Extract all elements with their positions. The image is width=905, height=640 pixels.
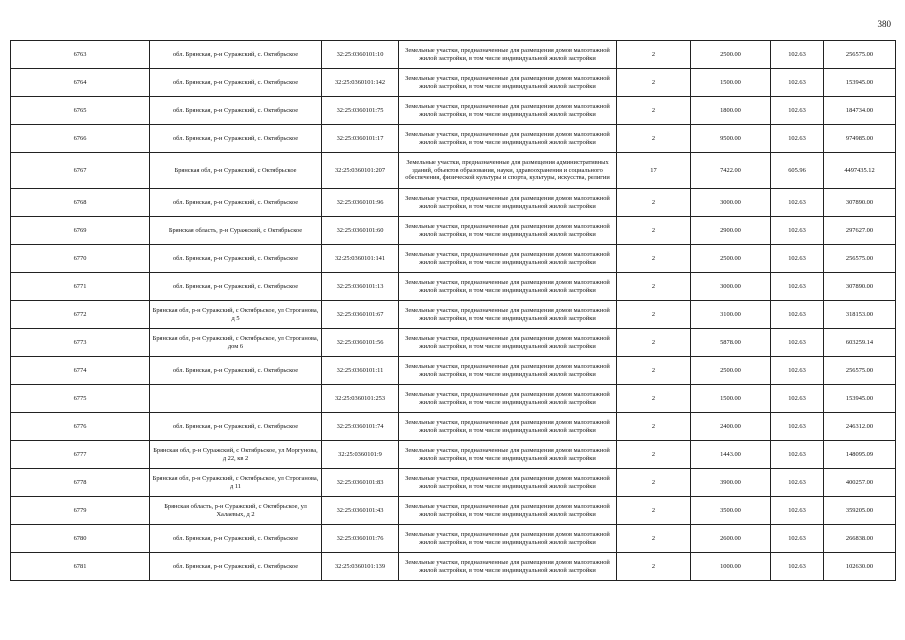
row-number-cell: 6775 <box>11 385 150 413</box>
group-code-cell: 2 <box>617 357 691 385</box>
cadastral-value-cell: 153945.00 <box>824 69 896 97</box>
address-cell: обл. Брянская, р-н Суражский, с. Октябрьское <box>150 245 322 273</box>
cadastral-number-cell: 32:25:0360101:43 <box>322 497 399 525</box>
group-code-cell: 2 <box>617 329 691 357</box>
table-row <box>11 189 896 217</box>
specific-value-cell: 102.63 <box>771 69 824 97</box>
group-code-cell: 2 <box>617 441 691 469</box>
permitted-use-cell: Земельные участки, предназначенные для размещения домов малоэтажной жилой застройки, в том числе индивидуальной жилой застройки <box>399 553 617 581</box>
cadastral-value-cell: 246312.00 <box>824 413 896 441</box>
area-cell: 1500.00 <box>691 385 771 413</box>
group-code-cell: 2 <box>617 469 691 497</box>
permitted-use-cell: Земельные участки, предназначенные для размещения домов малоэтажной жилой застройки, в том числе индивидуальной жилой застройки <box>399 357 617 385</box>
row-number-cell: 6774 <box>11 357 150 385</box>
land-plots-table <box>10 40 896 581</box>
permitted-use-cell: Земельные участки, предназначенные для размещения домов малоэтажной жилой застройки, в том числе индивидуальной жилой застройки <box>399 441 617 469</box>
area-cell: 2500.00 <box>691 41 771 69</box>
group-code-cell: 2 <box>617 413 691 441</box>
group-code-cell: 2 <box>617 273 691 301</box>
area-cell: 2500.00 <box>691 245 771 273</box>
area-cell: 9500.00 <box>691 125 771 153</box>
specific-value-cell: 102.63 <box>771 125 824 153</box>
address-cell: Брянская обл, р-н Суражский, с Октябрьское, ул Строганова, д 11 <box>150 469 322 497</box>
row-number-cell: 6766 <box>11 125 150 153</box>
page-number: 380 <box>877 19 891 29</box>
specific-value-cell: 102.63 <box>771 189 824 217</box>
cadastral-value-cell: 297627.00 <box>824 217 896 245</box>
area-cell: 2500.00 <box>691 357 771 385</box>
area-cell: 1000.00 <box>691 553 771 581</box>
area-cell: 3000.00 <box>691 273 771 301</box>
cadastral-value-cell: 256575.00 <box>824 245 896 273</box>
cadastral-number-cell: 32:25:0360101:83 <box>322 469 399 497</box>
specific-value-cell: 102.63 <box>771 245 824 273</box>
table-body <box>11 41 896 581</box>
group-code-cell: 2 <box>617 217 691 245</box>
table-row <box>11 153 896 189</box>
cadastral-number-cell: 32:25:0360101:56 <box>322 329 399 357</box>
table-row <box>11 125 896 153</box>
address-cell <box>150 385 322 413</box>
table-row <box>11 385 896 413</box>
row-number-cell: 6764 <box>11 69 150 97</box>
cadastral-number-cell: 32:25:0360101:96 <box>322 189 399 217</box>
address-cell: обл. Брянская, р-н Суражский, с. Октябрьское <box>150 41 322 69</box>
permitted-use-cell: Земельные участки, предназначенные для размещения административных зданий, объектов образования, науки, здравоохранения и социального обеспечения, физической культуры и спорта, культуры, искусства, религии <box>399 153 617 189</box>
permitted-use-cell: Земельные участки, предназначенные для размещения домов малоэтажной жилой застройки, в том числе индивидуальной жилой застройки <box>399 469 617 497</box>
permitted-use-cell: Земельные участки, предназначенные для размещения домов малоэтажной жилой застройки, в том числе индивидуальной жилой застройки <box>399 413 617 441</box>
row-number-cell: 6779 <box>11 497 150 525</box>
cadastral-number-cell: 32:25:0360101:253 <box>322 385 399 413</box>
address-cell: Брянская обл, р-н Суражский, с Октябрьское, ул Строганова, д 5 <box>150 301 322 329</box>
table-row <box>11 273 896 301</box>
cadastral-value-cell: 400257.00 <box>824 469 896 497</box>
specific-value-cell: 102.63 <box>771 385 824 413</box>
group-code-cell: 2 <box>617 385 691 413</box>
area-cell: 3500.00 <box>691 497 771 525</box>
table-row <box>11 525 896 553</box>
row-number-cell: 6769 <box>11 217 150 245</box>
address-cell: Брянская обл, р-н Суражский, с Октябрьское, ул Строганова, дом 6 <box>150 329 322 357</box>
permitted-use-cell: Земельные участки, предназначенные для размещения домов малоэтажной жилой застройки, в том числе индивидуальной жилой застройки <box>399 525 617 553</box>
specific-value-cell: 102.63 <box>771 41 824 69</box>
specific-value-cell: 102.63 <box>771 301 824 329</box>
table-row <box>11 413 896 441</box>
address-cell: обл. Брянская, р-н Суражский, с. Октябрьское <box>150 125 322 153</box>
specific-value-cell: 102.63 <box>771 217 824 245</box>
cadastral-number-cell: 32:25:0360101:75 <box>322 97 399 125</box>
cadastral-value-cell: 256575.00 <box>824 41 896 69</box>
table-row <box>11 301 896 329</box>
row-number-cell: 6777 <box>11 441 150 469</box>
area-cell: 3000.00 <box>691 189 771 217</box>
row-number-cell: 6772 <box>11 301 150 329</box>
cadastral-value-cell: 359205.00 <box>824 497 896 525</box>
cadastral-value-cell: 974985.00 <box>824 125 896 153</box>
group-code-cell: 2 <box>617 245 691 273</box>
group-code-cell: 2 <box>617 497 691 525</box>
permitted-use-cell: Земельные участки, предназначенные для размещения домов малоэтажной жилой застройки, в том числе индивидуальной жилой застройки <box>399 41 617 69</box>
row-number-cell: 6776 <box>11 413 150 441</box>
cadastral-number-cell: 32:25:0360101:142 <box>322 69 399 97</box>
row-number-cell: 6768 <box>11 189 150 217</box>
row-number-cell: 6765 <box>11 97 150 125</box>
cadastral-value-cell: 307890.00 <box>824 189 896 217</box>
row-number-cell: 6763 <box>11 41 150 69</box>
permitted-use-cell: Земельные участки, предназначенные для размещения домов малоэтажной жилой застройки, в том числе индивидуальной жилой застройки <box>399 329 617 357</box>
address-cell: Брянская область, р-н Суражский, с Октябрьское <box>150 217 322 245</box>
table-row <box>11 469 896 497</box>
specific-value-cell: 605.96 <box>771 153 824 189</box>
area-cell: 2400.00 <box>691 413 771 441</box>
permitted-use-cell: Земельные участки, предназначенные для размещения домов малоэтажной жилой застройки, в том числе индивидуальной жилой застройки <box>399 97 617 125</box>
row-number-cell: 6781 <box>11 553 150 581</box>
cadastral-number-cell: 32:25:0360101:11 <box>322 357 399 385</box>
area-cell: 1443.00 <box>691 441 771 469</box>
permitted-use-cell: Земельные участки, предназначенные для размещения домов малоэтажной жилой застройки, в том числе индивидуальной жилой застройки <box>399 497 617 525</box>
group-code-cell: 2 <box>617 553 691 581</box>
permitted-use-cell: Земельные участки, предназначенные для размещения домов малоэтажной жилой застройки, в том числе индивидуальной жилой застройки <box>399 385 617 413</box>
cadastral-number-cell: 32:25:0360101:13 <box>322 273 399 301</box>
specific-value-cell: 102.63 <box>771 441 824 469</box>
specific-value-cell: 102.63 <box>771 273 824 301</box>
cadastral-number-cell: 32:25:0360101:139 <box>322 553 399 581</box>
cadastral-number-cell: 32:25:0360101:67 <box>322 301 399 329</box>
row-number-cell: 6780 <box>11 525 150 553</box>
cadastral-number-cell: 32:25:0360101:60 <box>322 217 399 245</box>
table-row <box>11 41 896 69</box>
address-cell: Брянская область, р-н Суражский, с Октябрьское, ул Халаевых, д 2 <box>150 497 322 525</box>
address-cell: обл. Брянская, р-н Суражский, с. Октябрьское <box>150 69 322 97</box>
specific-value-cell: 102.63 <box>771 329 824 357</box>
group-code-cell: 2 <box>617 97 691 125</box>
cadastral-number-cell: 32:25:0360101:76 <box>322 525 399 553</box>
cadastral-value-cell: 307890.00 <box>824 273 896 301</box>
row-number-cell: 6767 <box>11 153 150 189</box>
address-cell: обл. Брянская, р-н Суражский, с. Октябрьское <box>150 525 322 553</box>
area-cell: 1800.00 <box>691 97 771 125</box>
table-row <box>11 245 896 273</box>
cadastral-value-cell: 102630.00 <box>824 553 896 581</box>
table-row <box>11 97 896 125</box>
cadastral-value-cell: 256575.00 <box>824 357 896 385</box>
cadastral-value-cell: 603259.14 <box>824 329 896 357</box>
permitted-use-cell: Земельные участки, предназначенные для размещения домов малоэтажной жилой застройки, в том числе индивидуальной жилой застройки <box>399 301 617 329</box>
cadastral-value-cell: 4497435.12 <box>824 153 896 189</box>
specific-value-cell: 102.63 <box>771 413 824 441</box>
specific-value-cell: 102.63 <box>771 553 824 581</box>
row-number-cell: 6773 <box>11 329 150 357</box>
table-row <box>11 441 896 469</box>
cadastral-number-cell: 32:25:0360101:9 <box>322 441 399 469</box>
cadastral-number-cell: 32:25:0360101:17 <box>322 125 399 153</box>
table-row <box>11 553 896 581</box>
row-number-cell: 6771 <box>11 273 150 301</box>
table-row <box>11 497 896 525</box>
address-cell: обл. Брянская, р-н Суражский, с. Октябрьское <box>150 189 322 217</box>
cadastral-number-cell: 32:25:0360101:207 <box>322 153 399 189</box>
area-cell: 1500.00 <box>691 69 771 97</box>
permitted-use-cell: Земельные участки, предназначенные для размещения домов малоэтажной жилой застройки, в том числе индивидуальной жилой застройки <box>399 125 617 153</box>
table-row <box>11 69 896 97</box>
table-row <box>11 217 896 245</box>
address-cell: обл. Брянская, р-н Суражский, с. Октябрьское <box>150 553 322 581</box>
specific-value-cell: 102.63 <box>771 357 824 385</box>
table-row <box>11 329 896 357</box>
group-code-cell: 2 <box>617 301 691 329</box>
permitted-use-cell: Земельные участки, предназначенные для размещения домов малоэтажной жилой застройки, в том числе индивидуальной жилой застройки <box>399 217 617 245</box>
address-cell: Брянская обл, р-н Суражский, с Октябрьское <box>150 153 322 189</box>
group-code-cell: 2 <box>617 125 691 153</box>
area-cell: 3100.00 <box>691 301 771 329</box>
group-code-cell: 2 <box>617 41 691 69</box>
address-cell: Брянская обл, р-н Суражский, с Октябрьское, ул Моргунова, д 22, кв 2 <box>150 441 322 469</box>
group-code-cell: 17 <box>617 153 691 189</box>
area-cell: 2900.00 <box>691 217 771 245</box>
row-number-cell: 6770 <box>11 245 150 273</box>
area-cell: 2600.00 <box>691 525 771 553</box>
address-cell: обл. Брянская, р-н Суражский, с. Октябрьское <box>150 357 322 385</box>
specific-value-cell: 102.63 <box>771 497 824 525</box>
group-code-cell: 2 <box>617 69 691 97</box>
permitted-use-cell: Земельные участки, предназначенные для размещения домов малоэтажной жилой застройки, в том числе индивидуальной жилой застройки <box>399 69 617 97</box>
address-cell: обл. Брянская, р-н Суражский, с. Октябрьское <box>150 97 322 125</box>
cadastral-value-cell: 266838.00 <box>824 525 896 553</box>
group-code-cell: 2 <box>617 189 691 217</box>
cadastral-number-cell: 32:25:0360101:141 <box>322 245 399 273</box>
table-row <box>11 357 896 385</box>
cadastral-value-cell: 184734.00 <box>824 97 896 125</box>
area-cell: 3900.00 <box>691 469 771 497</box>
area-cell: 5878.00 <box>691 329 771 357</box>
permitted-use-cell: Земельные участки, предназначенные для размещения домов малоэтажной жилой застройки, в том числе индивидуальной жилой застройки <box>399 273 617 301</box>
address-cell: обл. Брянская, р-н Суражский, с. Октябрьское <box>150 413 322 441</box>
permitted-use-cell: Земельные участки, предназначенные для размещения домов малоэтажной жилой застройки, в том числе индивидуальной жилой застройки <box>399 245 617 273</box>
cadastral-value-cell: 148095.09 <box>824 441 896 469</box>
specific-value-cell: 102.63 <box>771 525 824 553</box>
row-number-cell: 6778 <box>11 469 150 497</box>
area-cell: 7422.00 <box>691 153 771 189</box>
cadastral-number-cell: 32:25:0360101:10 <box>322 41 399 69</box>
group-code-cell: 2 <box>617 525 691 553</box>
cadastral-value-cell: 318153.00 <box>824 301 896 329</box>
permitted-use-cell: Земельные участки, предназначенные для размещения домов малоэтажной жилой застройки, в том числе индивидуальной жилой застройки <box>399 189 617 217</box>
cadastral-number-cell: 32:25:0360101:74 <box>322 413 399 441</box>
specific-value-cell: 102.63 <box>771 469 824 497</box>
specific-value-cell: 102.63 <box>771 97 824 125</box>
cadastral-value-cell: 153945.00 <box>824 385 896 413</box>
address-cell: обл. Брянская, р-н Суражский, с. Октябрьское <box>150 273 322 301</box>
